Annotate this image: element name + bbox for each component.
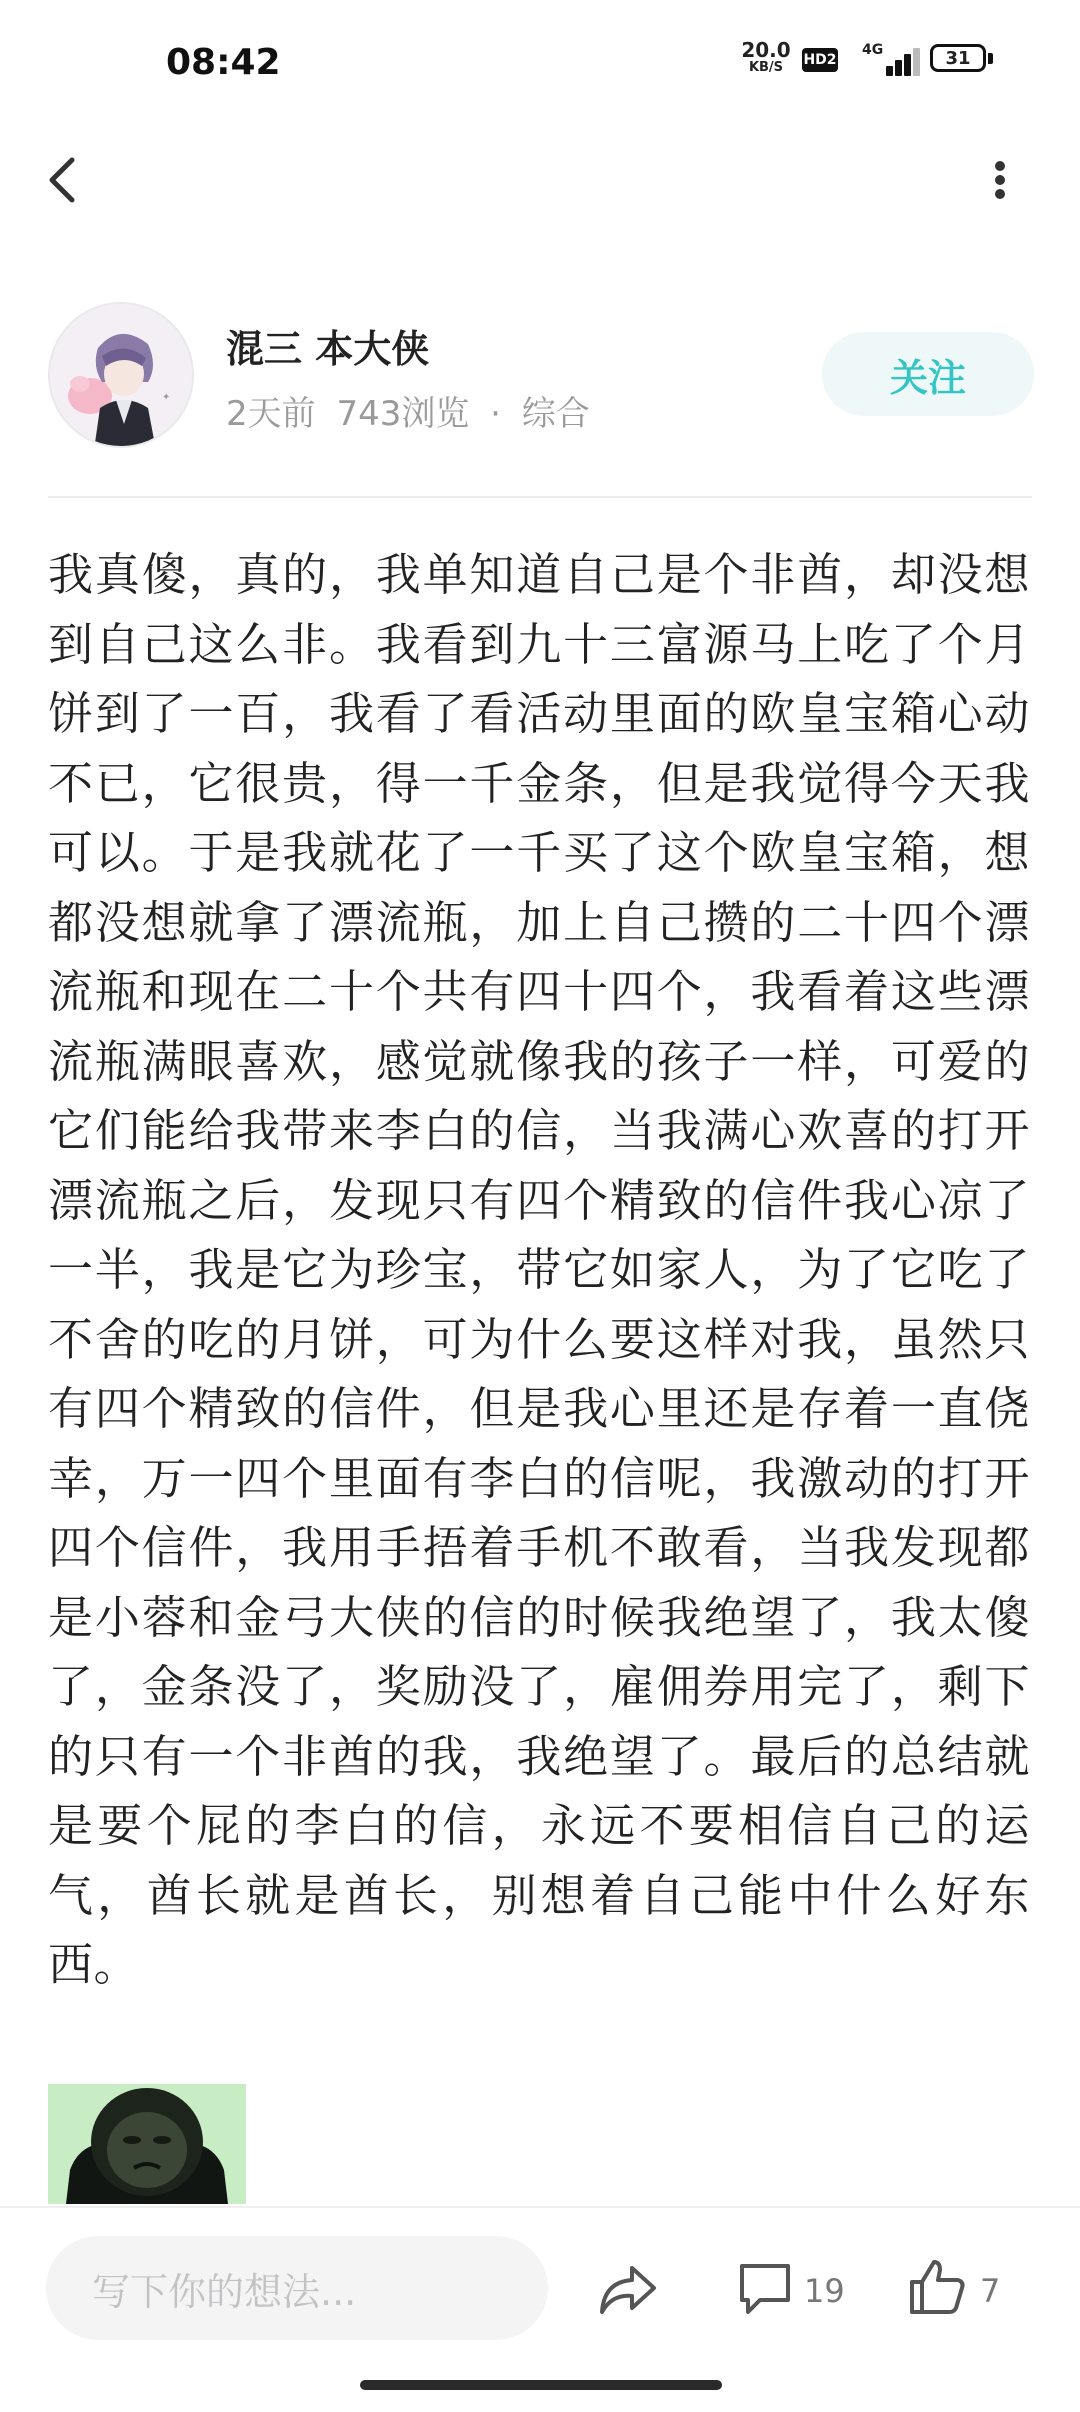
author-name[interactable]: 混三 本大侠 [226, 327, 430, 371]
avatar[interactable] [48, 302, 194, 448]
comment-icon [734, 2258, 794, 2318]
network-type: 4G [862, 42, 884, 58]
back-button[interactable] [40, 150, 90, 210]
more-options-button[interactable] [978, 150, 1022, 210]
post-body-text: 我真傻，真的，我单知道自己是个非酋，却没想到自己这么非。我看到九十三富源马上吃了个月饼到了一百，我看了看活动里面的欧皇宝箱心动不已，它很贵，得一千金条，但是我觉得今天我可以。于是我就花了一千买了这个欧皇宝箱，想都没想就拿了漂流瓶，加上自己攒的二十四个漂流瓶和现在二十个共有四十四个，我看着这些漂流瓶满眼喜欢，感觉就像我的孩子一样，可爱的它们能给我带来李白的信，当我满心欢喜的打开漂流瓶之后，发现只有四个精致的信件我心凉了一半，我是它为珍宝，带它如家人，为了它吃了不舍的吃的月饼，可为什么要这样对我，虽然只有四个精致的信件，但是我心里还是存着一直侥幸，万一四个里面有李白的信呢，我激动的打开四个信件，我用手捂着手机不敢看，当我发现都是小蓉和金弓大侠的信的时候我绝望了，我太傻了，金条没了，奖励没了，雇佣券用完了，剩下的只有一个非酋的我，我绝望了。最后的总结就是要个屁的李白的信，永远不要相信自己的运气，酋长就是酋长，别想着自己能中什么好东西。 [48, 548, 1030, 1991]
status-bar [0, 0, 1080, 120]
chevron-left-icon [40, 150, 90, 210]
network-speed [735, 40, 797, 74]
home-indicator[interactable] [360, 2380, 722, 2390]
network-speed-value: 20.0 [741, 38, 791, 62]
thumbs-up-icon [906, 2256, 968, 2318]
meta-separator: · [490, 394, 501, 434]
battery-icon [930, 44, 996, 76]
post-meta [226, 386, 600, 435]
post-time: 2天前 [226, 394, 316, 434]
divider [48, 496, 1032, 498]
meme-face-image [48, 2084, 246, 2204]
post-image-thumbnail[interactable] [48, 2084, 246, 2204]
post-category[interactable]: 综合 [521, 394, 590, 434]
like-count: 7 [980, 2272, 1001, 2310]
comment-input[interactable]: 写下你的想法... [46, 2236, 548, 2340]
status-time: 08:42 [166, 42, 281, 83]
battery-level: 31 [930, 44, 986, 72]
follow-button[interactable]: 关注 [822, 332, 1034, 416]
like-button[interactable] [906, 2256, 1016, 2318]
svg-text:✦: ✦ [162, 392, 171, 403]
more-vertical-icon [978, 150, 1022, 210]
share-icon [596, 2260, 660, 2318]
hd-badge: HD2 [802, 48, 838, 72]
comment-button[interactable] [734, 2258, 864, 2318]
view-count: 743浏览 [336, 394, 470, 434]
comment-count: 19 [804, 2272, 845, 2310]
network-speed-unit: KB/S [748, 60, 784, 75]
avatar-image [50, 304, 194, 448]
signal-icon [862, 40, 918, 80]
share-button[interactable] [596, 2260, 660, 2318]
